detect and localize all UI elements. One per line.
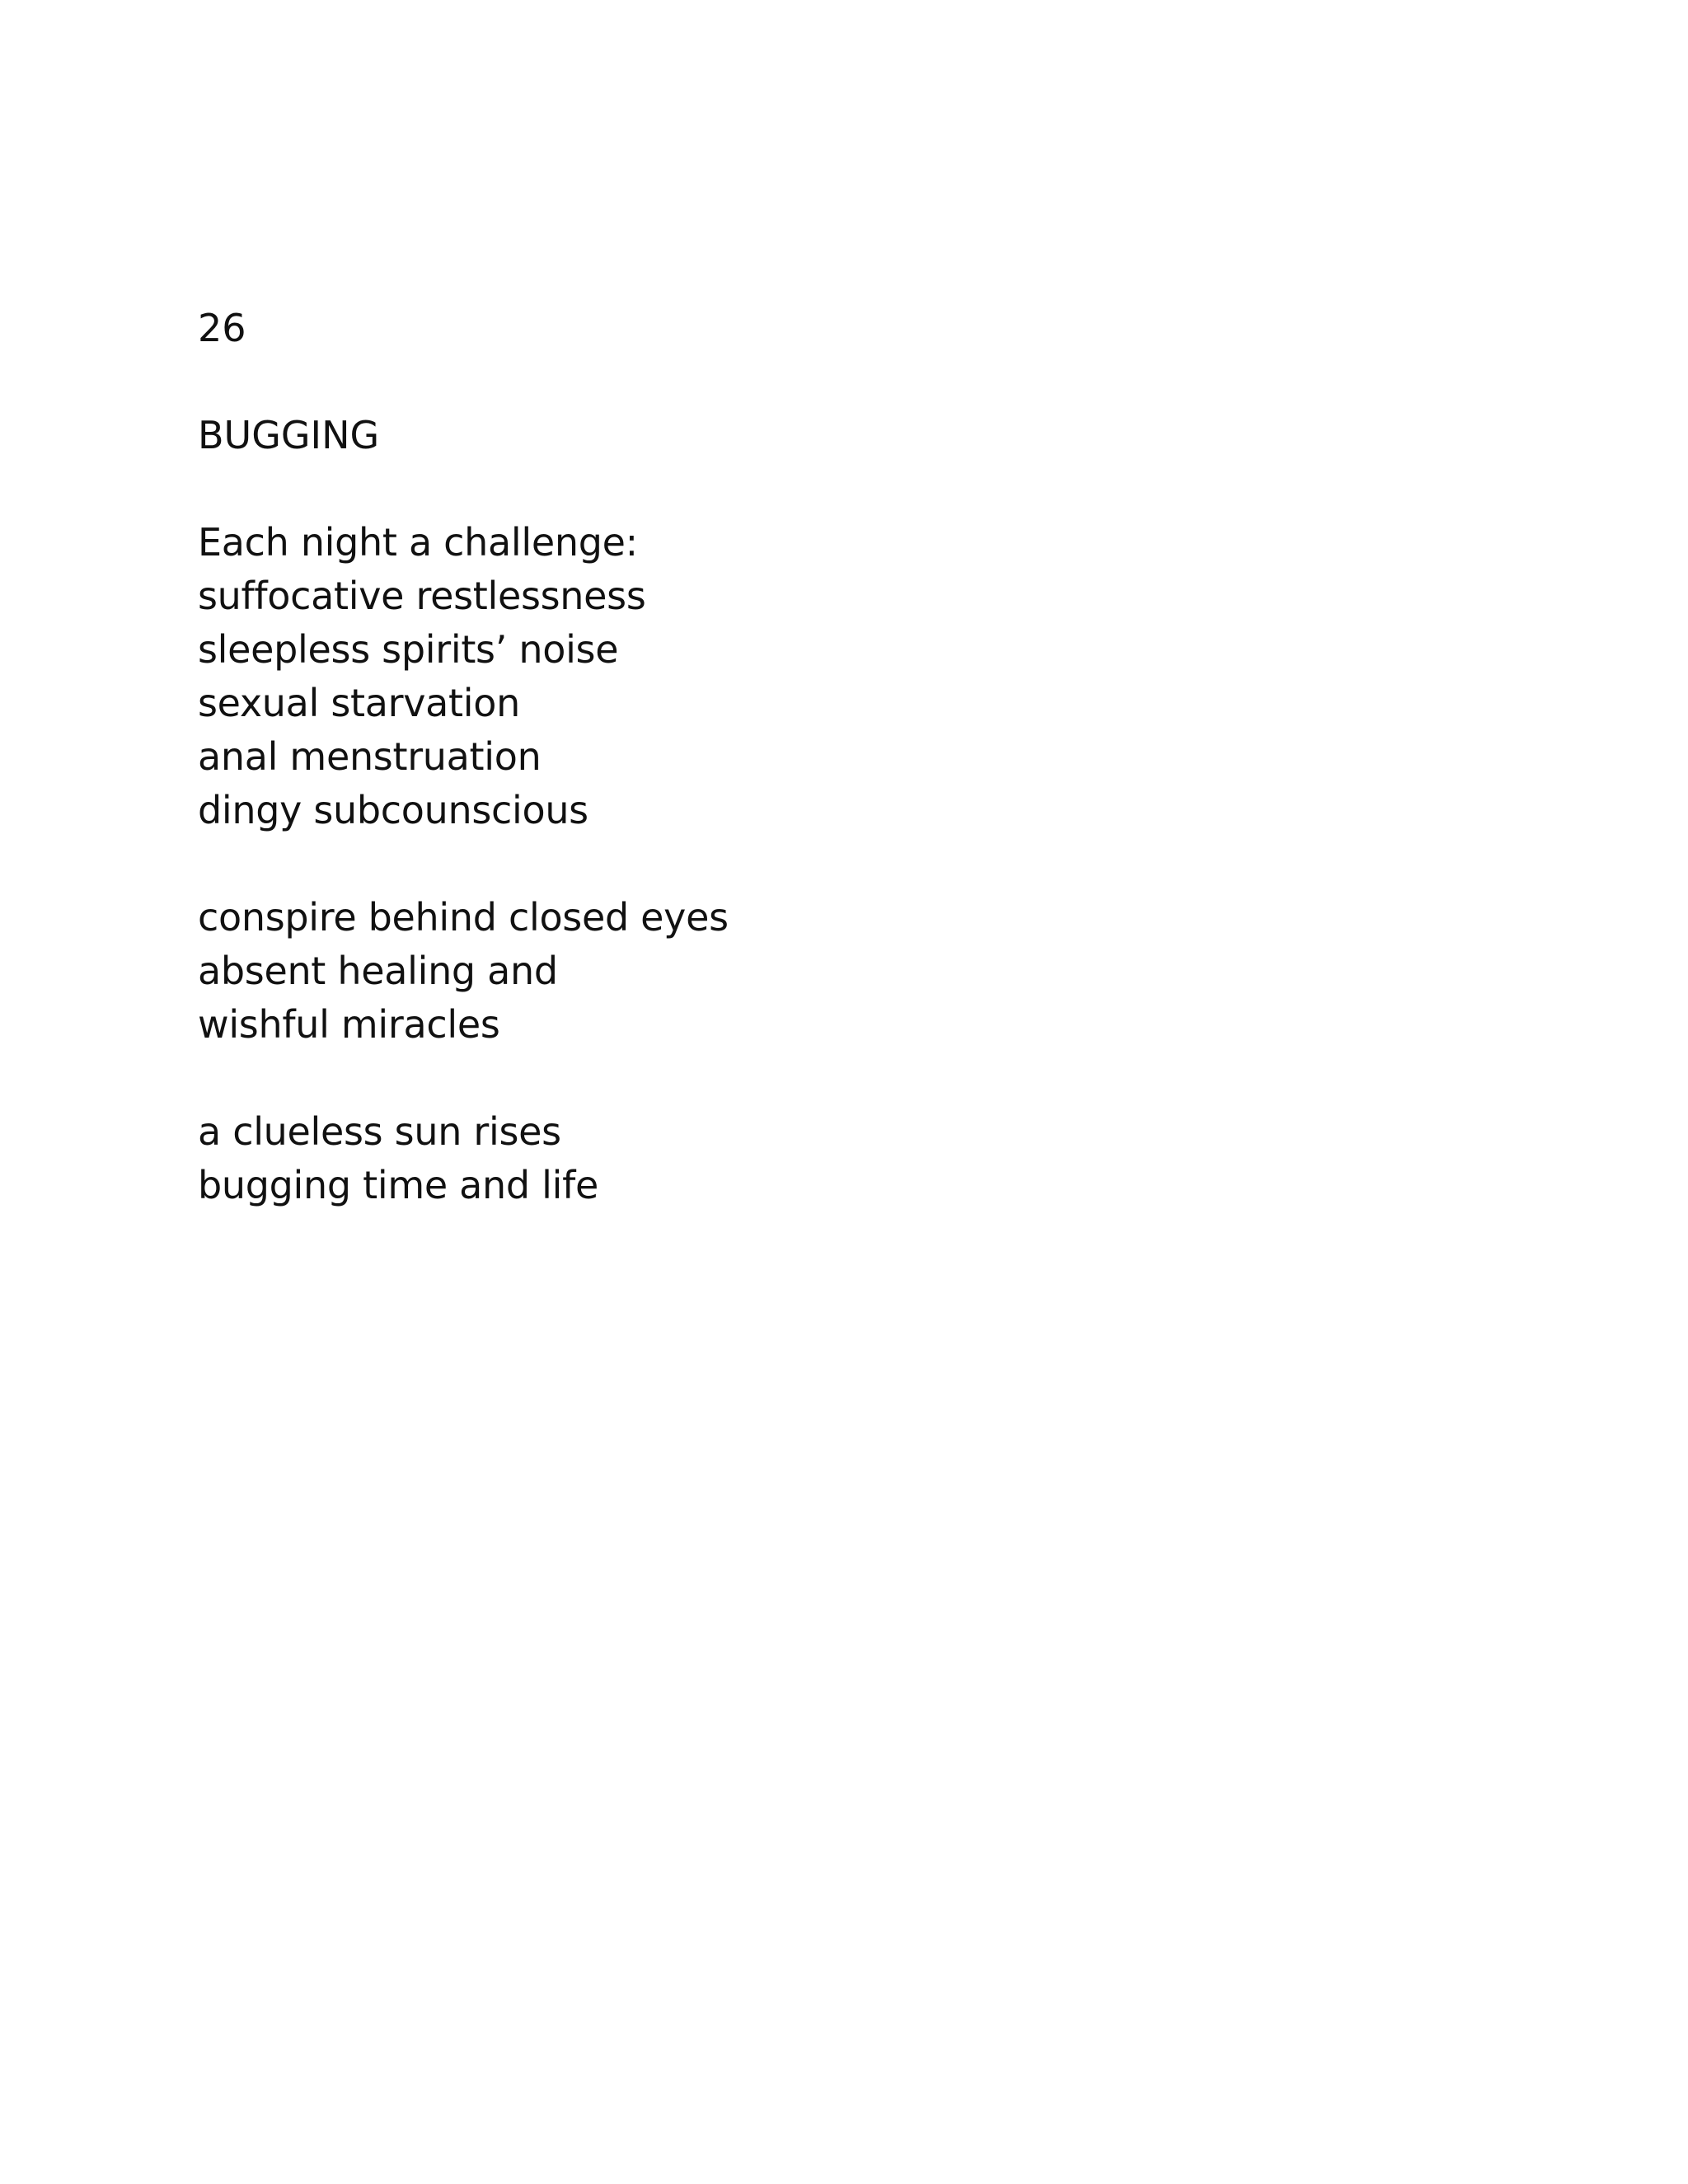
poem-line: dingy subcounscious <box>198 788 588 832</box>
poem-title: BUGGING <box>198 413 380 457</box>
poem-line: sleepless spirits’ noise <box>198 627 619 672</box>
poem-line: anal menstruation <box>198 734 542 779</box>
poem-line: suffocative restlessness <box>198 574 646 618</box>
poem-line: absent healing and <box>198 949 558 993</box>
poem-line: conspire behind closed eyes <box>198 895 729 940</box>
poem-line: a clueless sun rises <box>198 1109 561 1154</box>
page-number: 26 <box>198 306 246 350</box>
stanza-1 <box>198 516 1352 837</box>
poem-line: bugging time and life <box>198 1163 598 1207</box>
stanza-2 <box>198 891 1352 1052</box>
poem-line: wishful miracles <box>198 1002 500 1047</box>
poem-line: Each night a challenge: <box>198 520 638 565</box>
page-content <box>198 302 1352 1266</box>
poem-line: sexual starvation <box>198 681 520 725</box>
stanza-3 <box>198 1105 1352 1212</box>
